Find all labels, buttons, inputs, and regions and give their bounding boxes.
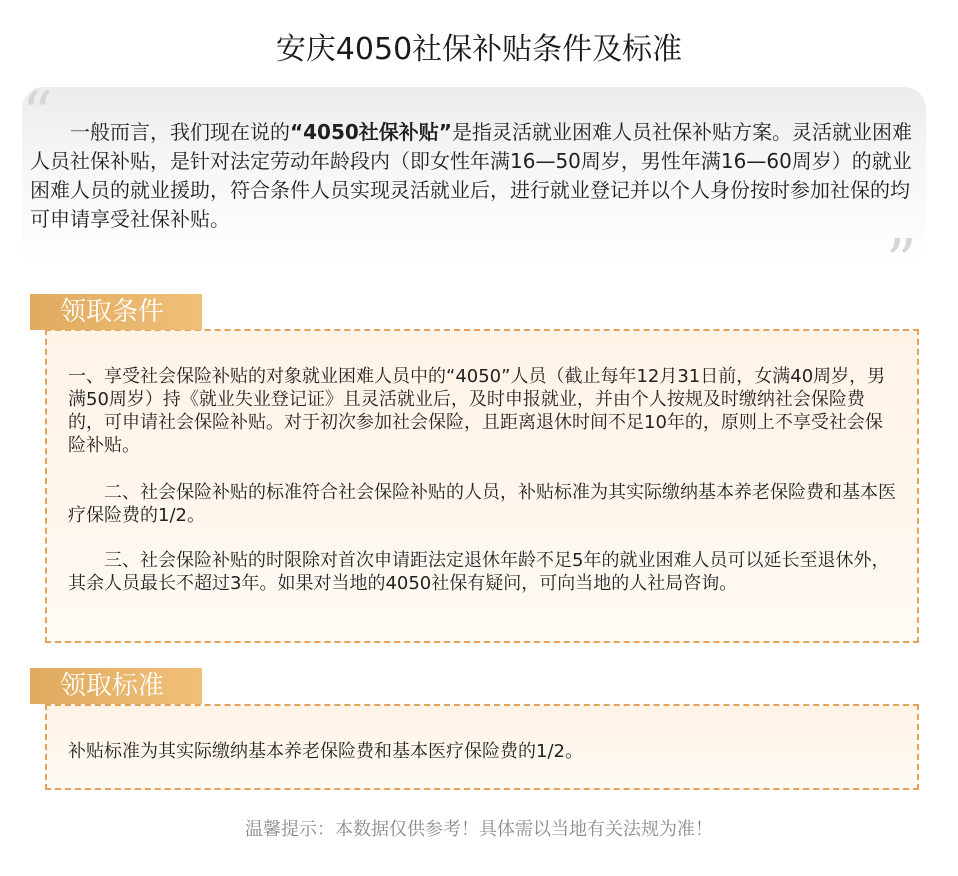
standard-heading: 领取标准	[30, 668, 202, 704]
condition-item: 二、社会保险补贴的标准符合社会保险补贴的人员，补贴标准为其实际缴纳基本养老保险费和基本医疗保险费的1/2。	[68, 482, 896, 526]
intro-paragraph	[30, 118, 914, 234]
condition-item: 一、享受社会保险补贴的对象就业困难人员中的“4050”人员（截止每年12月31日前，女满40周岁，男满50周岁）持《就业失业登记证》且灵活就业后，及时申报就业，并由个人按规及时缴纳社会保险费的，可申请社会保险补贴。对于初次参加社会保险，且距离退休时间不足10年的，原则上不享受社会保险补贴。	[68, 366, 886, 456]
conditions-heading: 领取条件	[30, 294, 202, 330]
conditions-box	[45, 329, 919, 643]
condition-item: 三、社会保险补贴的时限除对首次申请距法定退休年龄不足5年的就业困难人员可以延长至退休外，其余人员最长不超过3年。如果对当地的4050社保有疑问，可向当地的人社局咨询。	[68, 550, 890, 594]
standard-text: 补贴标准为其实际缴纳基本养老保险费和基本医疗保险费的1/2。	[68, 741, 583, 762]
close-quote-icon: ”	[886, 227, 917, 297]
page-title: 安庆4050社保补贴条件及标准	[275, 32, 683, 67]
intro-rest: 是指灵活就业困难人员社保补贴方案。灵活就业困难人员社保补贴，是针对法定劳动年龄段内（即女性年满16—50周岁，男性年满16—60周岁）的就业困难人员的就业援助，符合条件人员实现灵活就业后，进行就业登记并以个人身份按时参加社保的均可申请享受社保补贴。	[30, 120, 912, 231]
intro-lead: 一般而言，我们现在说的	[70, 120, 290, 144]
open-quote-icon: “	[22, 79, 53, 149]
intro-highlight: “4050社保补贴”	[290, 120, 452, 144]
footer-tip: 温馨提示：本数据仅供参考！具体需以当地有关法规为准！	[245, 819, 713, 840]
standard-box	[45, 704, 919, 790]
